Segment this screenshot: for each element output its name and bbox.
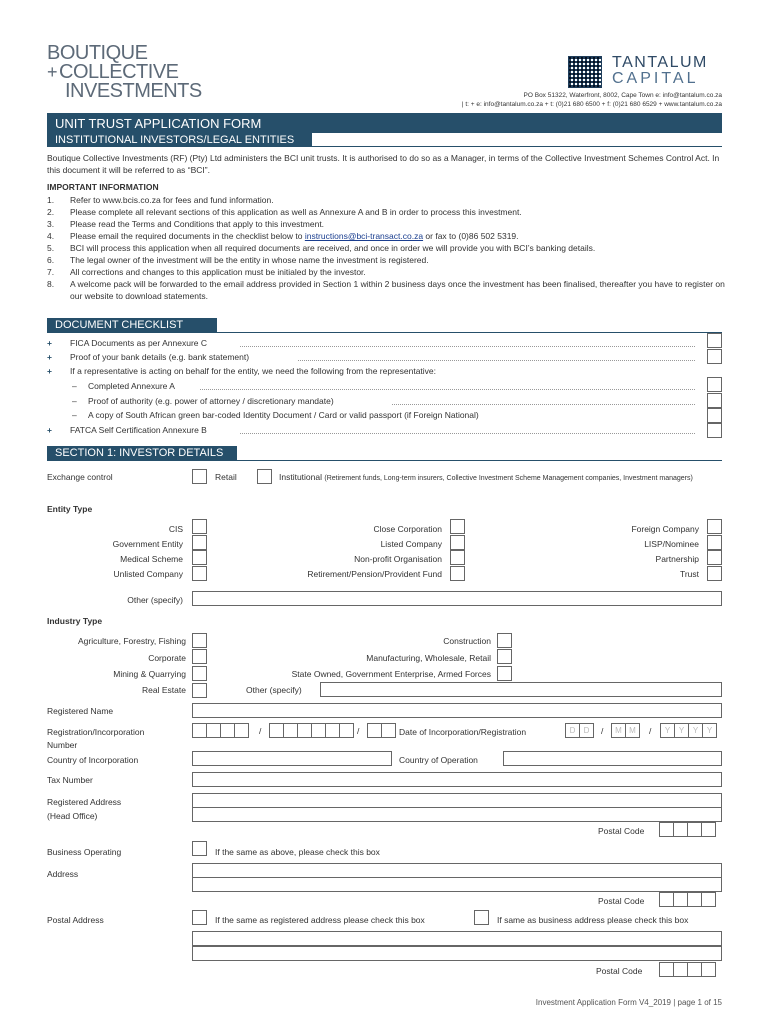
postal-same-business-label: If same as business address please check this box (497, 915, 689, 925)
postal-postal-code-input[interactable] (660, 962, 716, 977)
important-text: All corrections and changes to this application must be initialed by the investor. (70, 267, 366, 277)
entity-other-label: Other (specify) (127, 595, 183, 605)
bullet-icon: + (47, 352, 52, 362)
checklist-item-annexure-a: Completed Annexure A (88, 381, 175, 391)
entity-retirement-checkbox[interactable] (450, 566, 465, 581)
important-item-7 (47, 266, 727, 278)
business-address-line2[interactable] (192, 877, 722, 892)
important-list (47, 194, 727, 302)
checklist-checkbox-fatca[interactable] (707, 423, 722, 438)
industry-state-checkbox[interactable] (497, 666, 512, 681)
important-num: 7. (47, 267, 55, 277)
industry-type-heading: Industry Type (47, 616, 103, 626)
reg-number-label2: Number (47, 740, 78, 750)
country-incorp-label: Country of Incorporation (47, 755, 139, 765)
entity-foreign-checkbox[interactable] (707, 519, 722, 534)
business-address-line1[interactable] (192, 863, 722, 878)
important-item-8 (47, 278, 727, 302)
checklist-item-representative: If a representative is acting on behalf for the entity, we need the following from the representative: (70, 366, 437, 376)
dotted-leader (298, 360, 695, 361)
retail-checkbox[interactable] (192, 469, 207, 484)
entity-unlisted-label: Unlisted Company (113, 569, 183, 579)
important-text: Please read the Terms and Conditions that apply to this investment. (70, 219, 325, 229)
business-same-checkbox[interactable] (192, 841, 207, 856)
form-subtitle: INSTITUTIONAL INVESTORS/LEGAL ENTITIES (47, 133, 312, 147)
country-incorp-input[interactable] (192, 751, 392, 766)
industry-mining-label: Mining & Quarrying (113, 669, 186, 679)
entity-trust-label: Trust (679, 569, 699, 579)
reg-address-label: Registered Address (47, 797, 122, 807)
contact-line1: PO Box 51322, Waterfront, 8002, Cape Town e: info@tantalum.co.za (523, 92, 722, 99)
postal-code-label: Postal Code (596, 966, 643, 976)
important-num: 3. (47, 219, 55, 229)
reg-number-part3[interactable] (368, 723, 396, 738)
important-item-1 (47, 194, 727, 206)
important-text: Refer to www.bcis.co.za for fees and fund information. (70, 195, 274, 205)
important-num: 2. (47, 207, 55, 217)
postal-address-line2[interactable] (192, 946, 722, 961)
important-item-6 (47, 254, 727, 266)
entity-other-input[interactable] (192, 591, 722, 606)
exchange-control-label: Exchange control (47, 472, 113, 482)
bullet-icon: + (47, 366, 52, 376)
reg-postal-code-input[interactable] (660, 822, 716, 837)
dash: – (72, 396, 77, 406)
bci-logo-line1: BOUTIQUE (47, 42, 148, 64)
institutional-note: (Retirement funds, Long-term insurers, Collective Investment Scheme Management companies, Investment managers) (324, 475, 693, 482)
tantalum-logo (612, 55, 708, 87)
checklist-checkbox-bank[interactable] (707, 349, 722, 364)
bci-logo-line2: COLLECTIVE (59, 61, 179, 83)
plus-icon: + (47, 62, 58, 82)
date-day-placeholder: D (565, 723, 580, 738)
important-text: The legal owner of the investment will be the entity in whose name the investment is registered. (70, 255, 429, 265)
important-text: A welcome pack will be forwarded to the email address provided in Section 1 within 2 business days once the investment has been finalised, thereafter you have to register on our website to download statements. (70, 279, 725, 301)
registered-name-label: Registered Name (47, 706, 114, 716)
tantalum-logo-icon (568, 56, 602, 88)
tantalum-logo-line1: TANTALUM (612, 54, 708, 71)
reg-address-line1[interactable] (192, 793, 722, 808)
reg-address-line2[interactable] (192, 807, 722, 822)
industry-mining-checkbox[interactable] (192, 666, 207, 681)
important-text-post: or fax to (0)86 502 5319. (423, 231, 519, 241)
entity-foreign-label: Foreign Company (631, 524, 699, 534)
checklist-item-bank: Proof of your bank details (e.g. bank statement) (70, 352, 250, 362)
slash: / (649, 726, 652, 736)
important-heading: IMPORTANT INFORMATION (47, 182, 159, 192)
checklist-divider (47, 332, 722, 333)
business-same-label: If the same as above, please check this box (215, 847, 380, 857)
important-text (70, 230, 519, 242)
section1-divider (47, 460, 722, 461)
business-operating-label: Business Operating (47, 847, 122, 857)
industry-construction-checkbox[interactable] (497, 633, 512, 648)
postal-address-line1[interactable] (192, 931, 722, 946)
institutional-label-text: Institutional (279, 472, 322, 482)
bci-logo (47, 44, 202, 101)
checklist-title: DOCUMENT CHECKLIST (47, 318, 217, 333)
tantalum-logo-line2: CAPITAL (612, 70, 699, 87)
entity-cis-checkbox[interactable] (192, 519, 207, 534)
entity-medical-label: Medical Scheme (120, 554, 183, 564)
checklist-checkbox-annexure-a[interactable] (707, 377, 722, 392)
industry-corporate-checkbox[interactable] (192, 649, 207, 664)
date-year-input[interactable] (661, 723, 717, 738)
entity-partnership-label: Partnership (655, 554, 699, 564)
dash: – (72, 410, 77, 420)
section1-title: SECTION 1: INVESTOR DETAILS (47, 446, 237, 461)
date-year-placeholder: Y (660, 723, 675, 738)
industry-realestate-checkbox[interactable] (192, 683, 207, 698)
dotted-leader (240, 433, 695, 434)
entity-nonprofit-checkbox[interactable] (450, 550, 465, 565)
retail-label: Retail (215, 472, 237, 482)
form-title: UNIT TRUST APPLICATION FORM (47, 113, 722, 133)
business-address-label: Address (47, 869, 79, 879)
tax-number-label: Tax Number (47, 775, 93, 785)
instructions-email-link[interactable]: instructions@bci-transact.co.za (304, 231, 424, 241)
industry-manufacturing-checkbox[interactable] (497, 649, 512, 664)
industry-construction-label: Construction (443, 636, 491, 646)
industry-other-label: Other (specify) (246, 685, 302, 695)
entity-listed-label: Listed Company (380, 539, 442, 549)
tax-number-input[interactable] (192, 772, 722, 787)
checklist-item-authority: Proof of authority (e.g. power of attorney / discretionary mandate) (88, 396, 334, 406)
dash: – (72, 381, 77, 391)
slash: / (601, 726, 604, 736)
country-operation-label: Country of Operation (399, 755, 478, 765)
important-num: 1. (47, 195, 55, 205)
industry-agriculture-label: Agriculture, Forestry, Fishing (77, 636, 186, 646)
postal-same-registered-label: If the same as registered address please check this box (215, 915, 425, 925)
industry-other-input[interactable] (320, 682, 722, 697)
postal-code-label: Postal Code (598, 896, 645, 906)
checklist-checkbox-id[interactable] (707, 408, 722, 423)
important-item-4 (47, 230, 727, 242)
date-year-placeholder: Y (674, 723, 689, 738)
important-item-5 (47, 242, 727, 254)
date-month-input[interactable] (612, 723, 640, 738)
industry-realestate-label: Real Estate (142, 685, 186, 695)
entity-cc-checkbox[interactable] (450, 519, 465, 534)
registered-name-input[interactable] (192, 703, 722, 718)
postal-code-label: Postal Code (598, 826, 645, 836)
institutional-checkbox[interactable] (257, 469, 272, 484)
entity-type-heading: Entity Type (47, 504, 93, 514)
date-month-placeholder: M (625, 723, 640, 738)
entity-lisp-label: LISP/Nominee (644, 539, 699, 549)
important-num: 6. (47, 255, 55, 265)
entity-government-label: Government Entity (112, 539, 183, 549)
entity-cc-label: Close Corporation (373, 524, 442, 534)
subtitle-divider (47, 146, 722, 147)
bullet-icon: + (47, 425, 52, 435)
reg-number-label: Registration/Incorporation (47, 727, 145, 737)
postal-same-registered-checkbox[interactable] (192, 910, 207, 925)
date-incorp-label: Date of Incorporation/Registration (399, 727, 527, 737)
dotted-leader (240, 346, 695, 347)
head-office-label: (Head Office) (47, 811, 98, 821)
date-day-input[interactable] (566, 723, 594, 738)
checklist-item-id: A copy of South African green bar-coded Identity Document / Card or valid passport (if Foreign National) (88, 410, 479, 420)
industry-manufacturing-label: Manufacturing, Wholesale, Retail (366, 653, 491, 663)
slash: / (357, 726, 360, 736)
date-year-placeholder: Y (702, 723, 717, 738)
entity-partnership-checkbox[interactable] (707, 550, 722, 565)
important-item-2 (47, 206, 727, 218)
important-text: BCI will process this application when all required documents are received, and once in order we will provide you with BCI’s banking details. (70, 243, 596, 253)
postal-same-business-checkbox[interactable] (474, 910, 489, 925)
page-footer: Investment Application Form V4_2019 | page 1 of 15 (535, 998, 722, 1007)
reg-number-part2[interactable] (270, 723, 354, 738)
entity-medical-checkbox[interactable] (192, 550, 207, 565)
entity-government-checkbox[interactable] (192, 535, 207, 550)
business-postal-code-input[interactable] (660, 892, 716, 907)
postal-address-label: Postal Address (47, 915, 104, 925)
industry-state-label: State Owned, Government Enterprise, Armed Forces (291, 669, 491, 679)
important-item-3 (47, 218, 727, 230)
important-num: 5. (47, 243, 55, 253)
date-day-placeholder: D (579, 723, 594, 738)
checklist-checkbox-fica[interactable] (707, 333, 722, 348)
bci-logo-line3: INVESTMENTS (65, 80, 202, 102)
slash: / (259, 726, 262, 736)
date-year-placeholder: Y (688, 723, 703, 738)
industry-agriculture-checkbox[interactable] (192, 633, 207, 648)
entity-retirement-label: Retirement/Pension/Provident Fund (307, 569, 442, 579)
industry-corporate-label: Corporate (148, 653, 186, 663)
entity-trust-checkbox[interactable] (707, 566, 722, 581)
dotted-leader (392, 404, 695, 405)
entity-lisp-checkbox[interactable] (707, 535, 722, 550)
entity-nonprofit-label: Non-profit Organisation (354, 554, 442, 564)
contact-line2: | t: + e: info@tantalum.co.za + t: (0)21 680 6500 + f: (0)21 680 6529 + www.tantalum.co.za (461, 101, 722, 108)
important-text: Please complete all relevant sections of this application as well as Annexure A and B in order to process this investment. (70, 207, 522, 217)
entity-listed-checkbox[interactable] (450, 535, 465, 550)
intro-text: Boutique Collective Investments (RF) (Pty) Ltd administers the BCI unit trusts. It is authorised to do so as a Manager, in terms of the Collective Investment Schemes Control Act. In this document it will be referred to as “BCI”. (47, 153, 720, 175)
checklist-item-fatca: FATCA Self Certification Annexure B (70, 425, 207, 435)
dotted-leader (200, 389, 695, 390)
important-num: 4. (47, 231, 55, 241)
important-text-pre: Please email the required documents in the checklist below to (70, 231, 305, 241)
important-num: 8. (47, 279, 55, 289)
date-month-placeholder: M (611, 723, 626, 738)
reg-number-part1[interactable] (193, 723, 249, 738)
institutional-label (279, 472, 724, 484)
country-operation-input[interactable] (503, 751, 722, 766)
checklist-item-fica: FICA Documents as per Annexure C (70, 338, 208, 348)
entity-cis-label: CIS (168, 524, 183, 534)
entity-unlisted-checkbox[interactable] (192, 566, 207, 581)
bullet-icon: + (47, 338, 52, 348)
checklist-checkbox-authority[interactable] (707, 393, 722, 408)
